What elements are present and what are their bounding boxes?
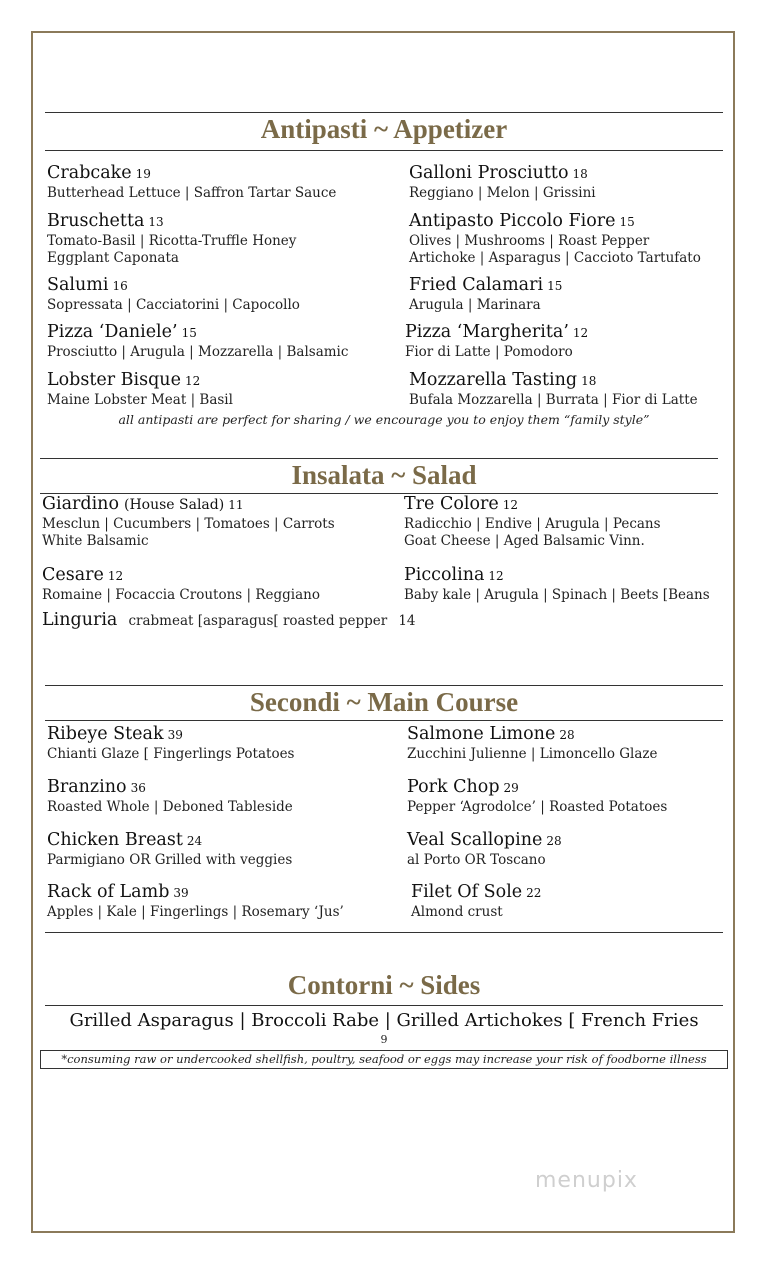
secondi-item (411, 882, 541, 921)
item-name-text: Piccolina (404, 565, 485, 585)
secondi-item (47, 777, 293, 816)
secondi-item-description: Chianti Glaze [ Fingerlings Potatoes (47, 746, 295, 762)
item-price: 39 (167, 728, 183, 742)
insalata-item-description: White Balsamic (42, 533, 149, 549)
item-name-text: Bruschetta (47, 211, 145, 231)
insalata-item (404, 494, 661, 550)
insalata-item-description: Radicchio | Endive | Arugula | Pecans (404, 516, 661, 532)
item-price: 22 (526, 886, 542, 900)
antipasti-title: Antipasti ~ Appetizer (260, 114, 508, 144)
secondi-item-description: Apples | Kale | Fingerlings | Rosemary ‘Jus’ (47, 904, 344, 920)
antipasti-item-name (409, 370, 698, 392)
antipasti-item-description: Butterhead Lettuce | Saffron Tartar Sauce (47, 185, 337, 201)
linguria-desc: crabmeat [asparagus[ roasted pepper (128, 613, 388, 629)
item-price: 36 (130, 781, 146, 795)
antipasti-item-description: Eggplant Caponata (47, 250, 179, 266)
antipasti-item-name (47, 370, 233, 392)
item-name-text: Cesare (42, 565, 104, 585)
item-name-text: Tre Colore (404, 494, 499, 514)
insalata-item-description: Goat Cheese | Aged Balsamic Vinn. (404, 533, 645, 549)
item-name-text: Salumi (47, 275, 109, 295)
item-price: 24 (186, 834, 203, 848)
item-name-text: Mozzarella Tasting (409, 370, 578, 390)
antipasti-item (409, 370, 698, 409)
item-name-text: Branzino (47, 777, 127, 797)
antipasti-bottom-rule (45, 150, 723, 151)
antipasti-item-description: Sopressata | Cacciatorini | Capocollo (47, 297, 300, 313)
secondi-item-description: Zucchini Julienne | Limoncello Glaze (407, 746, 658, 762)
secondi-item-name (47, 724, 294, 746)
antipasti-item-name (409, 163, 596, 185)
item-price: 28 (546, 834, 562, 848)
menupix-watermark: menupix (535, 1168, 638, 1193)
item-name-text: Giardino (42, 494, 119, 514)
linguria-item (42, 610, 416, 631)
antipasti-top-rule (45, 112, 723, 113)
item-name-text: Pizza ‘Daniele’ (47, 322, 178, 342)
antipasti-item-description: Reggiano | Melon | Grissini (409, 185, 596, 201)
item-name-text: Antipasto Piccolo Fiore (409, 211, 616, 231)
antipasti-item-description: Maine Lobster Meat | Basil (47, 392, 233, 408)
insalata-item-description: Romaine | Focaccia Croutons | Reggiano (42, 587, 320, 603)
secondi-item-description: Roasted Whole | Deboned Tableside (47, 799, 293, 815)
antipasti-item (405, 322, 588, 361)
item-price: 12 (107, 569, 124, 583)
item-name-text: Veal Scallopine (407, 830, 543, 850)
secondi-item (407, 830, 562, 869)
antipasti-sharing-note: all antipasti are perfect for sharing / we encourage you to enjoy them “family style” (118, 412, 650, 427)
insalata-item-description: Mesclun | Cucumbers | Tomatoes | Carrots (42, 516, 335, 532)
insalata-item (42, 565, 320, 604)
linguria-name: Linguria (42, 610, 118, 630)
insalata-item (42, 494, 335, 550)
insalata-item-name (42, 565, 320, 587)
antipasti-item (409, 211, 701, 267)
antipasti-item (47, 163, 336, 202)
item-price: 18 (581, 374, 597, 388)
item-price: 39 (173, 886, 189, 900)
secondi-item-description: Pepper ‘Agrodolce’ | Roasted Potatoes (407, 799, 668, 815)
antipasti-item-name (47, 211, 296, 233)
item-price: 12 (488, 569, 504, 583)
secondi-bottom-rule (45, 720, 723, 721)
antipasti-item (47, 275, 300, 314)
item-name-text: Crabcake (47, 163, 132, 183)
insalata-item-name (404, 565, 710, 587)
item-name-text: Pizza ‘Margherita’ (405, 322, 569, 342)
item-price: 15 (181, 326, 197, 340)
secondi-item (47, 724, 294, 763)
antipasti-item-name (409, 275, 562, 297)
item-price: 16 (112, 279, 128, 293)
insalata-top-rule (40, 458, 718, 459)
item-price: 11 (228, 498, 244, 512)
secondi-item-description: al Porto OR Toscano (407, 852, 546, 868)
linguria-price: 14 (398, 613, 416, 629)
secondi-item-name (407, 830, 562, 852)
insalata-item-name (42, 494, 335, 516)
antipasti-item-description: Artichoke | Asparagus | Caccioto Tartufato (409, 250, 701, 266)
antipasti-item-name (409, 211, 701, 233)
antipasti-item (409, 275, 562, 314)
item-name-text: Fried Calamari (409, 275, 544, 295)
item-price: 15 (547, 279, 563, 293)
antipasti-item-description: Prosciutto | Arugula | Mozzarella | Balsamic (47, 344, 349, 360)
item-price: 15 (619, 215, 635, 229)
antipasti-item-description: Fior di Latte | Pomodoro (405, 344, 573, 360)
antipasti-item-name (405, 322, 588, 344)
antipasti-item (47, 322, 348, 361)
item-name-text: Lobster Bisque (47, 370, 181, 390)
item-name-text: Pork Chop (407, 777, 500, 797)
antipasti-item (409, 163, 596, 202)
contorni-rule (45, 1005, 723, 1006)
antipasti-item-description: Arugula | Marinara (409, 297, 541, 313)
item-name-text: Salmone Limone (407, 724, 556, 744)
secondi-top-rule (45, 685, 723, 686)
contorni-title: Contorni ~ Sides (287, 970, 481, 1000)
secondi-end-rule (45, 932, 723, 933)
antipasti-item (47, 370, 233, 409)
insalata-item-description: Baby kale | Arugula | Spinach | Beets [Beans (404, 587, 710, 603)
item-name-text: Galloni Prosciutto (409, 163, 569, 183)
food-safety-warning: *consuming raw or undercooked shellfish, poultry, seafood or eggs may increase your risk of foodborne illness (40, 1050, 728, 1069)
item-name-text: Filet Of Sole (411, 882, 523, 902)
item-name-text: Chicken Breast (47, 830, 183, 850)
secondi-item (47, 830, 292, 869)
item-subtitle: (House Salad) (123, 497, 225, 513)
secondi-item-description: Almond crust (411, 904, 503, 920)
antipasti-item-description: Olives | Mushrooms | Roast Pepper (409, 233, 650, 249)
secondi-item-name (407, 777, 667, 799)
contorni-items: Grilled Asparagus | Broccoli Rabe | Grilled Artichokes [ French Fries (69, 1010, 699, 1031)
item-price: 19 (135, 167, 151, 181)
secondi-item (47, 882, 344, 921)
secondi-item-name (47, 777, 293, 799)
secondi-item-name (407, 724, 658, 746)
antipasti-item-description: Bufala Mozzarella | Burrata | Fior di Latte (409, 392, 698, 408)
item-name-text: Ribeye Steak (47, 724, 164, 744)
insalata-item (404, 565, 710, 604)
antipasti-item-name (47, 322, 348, 344)
item-price: 29 (503, 781, 519, 795)
contorni-price: 9 (380, 1033, 388, 1046)
item-price: 12 (184, 374, 201, 388)
secondi-item (407, 777, 667, 816)
secondi-item-name (47, 882, 344, 904)
item-price: 28 (559, 728, 575, 742)
insalata-item-name (404, 494, 661, 516)
secondi-title: Secondi ~ Main Course (249, 687, 519, 717)
insalata-title: Insalata ~ Salad (291, 460, 477, 490)
antipasti-item-description: Tomato-Basil | Ricotta-Truffle Honey (47, 233, 297, 249)
antipasti-item-name (47, 163, 336, 185)
antipasti-item-name (47, 275, 300, 297)
secondi-item-name (411, 882, 541, 904)
item-price: 12 (572, 326, 589, 340)
antipasti-item (47, 211, 296, 267)
secondi-item-description: Parmigiano OR Grilled with veggies (47, 852, 293, 868)
item-price: 13 (148, 215, 164, 229)
item-price: 12 (502, 498, 519, 512)
secondi-item-name (47, 830, 292, 852)
item-name-text: Rack of Lamb (47, 882, 170, 902)
secondi-item (407, 724, 658, 763)
item-price: 18 (572, 167, 588, 181)
